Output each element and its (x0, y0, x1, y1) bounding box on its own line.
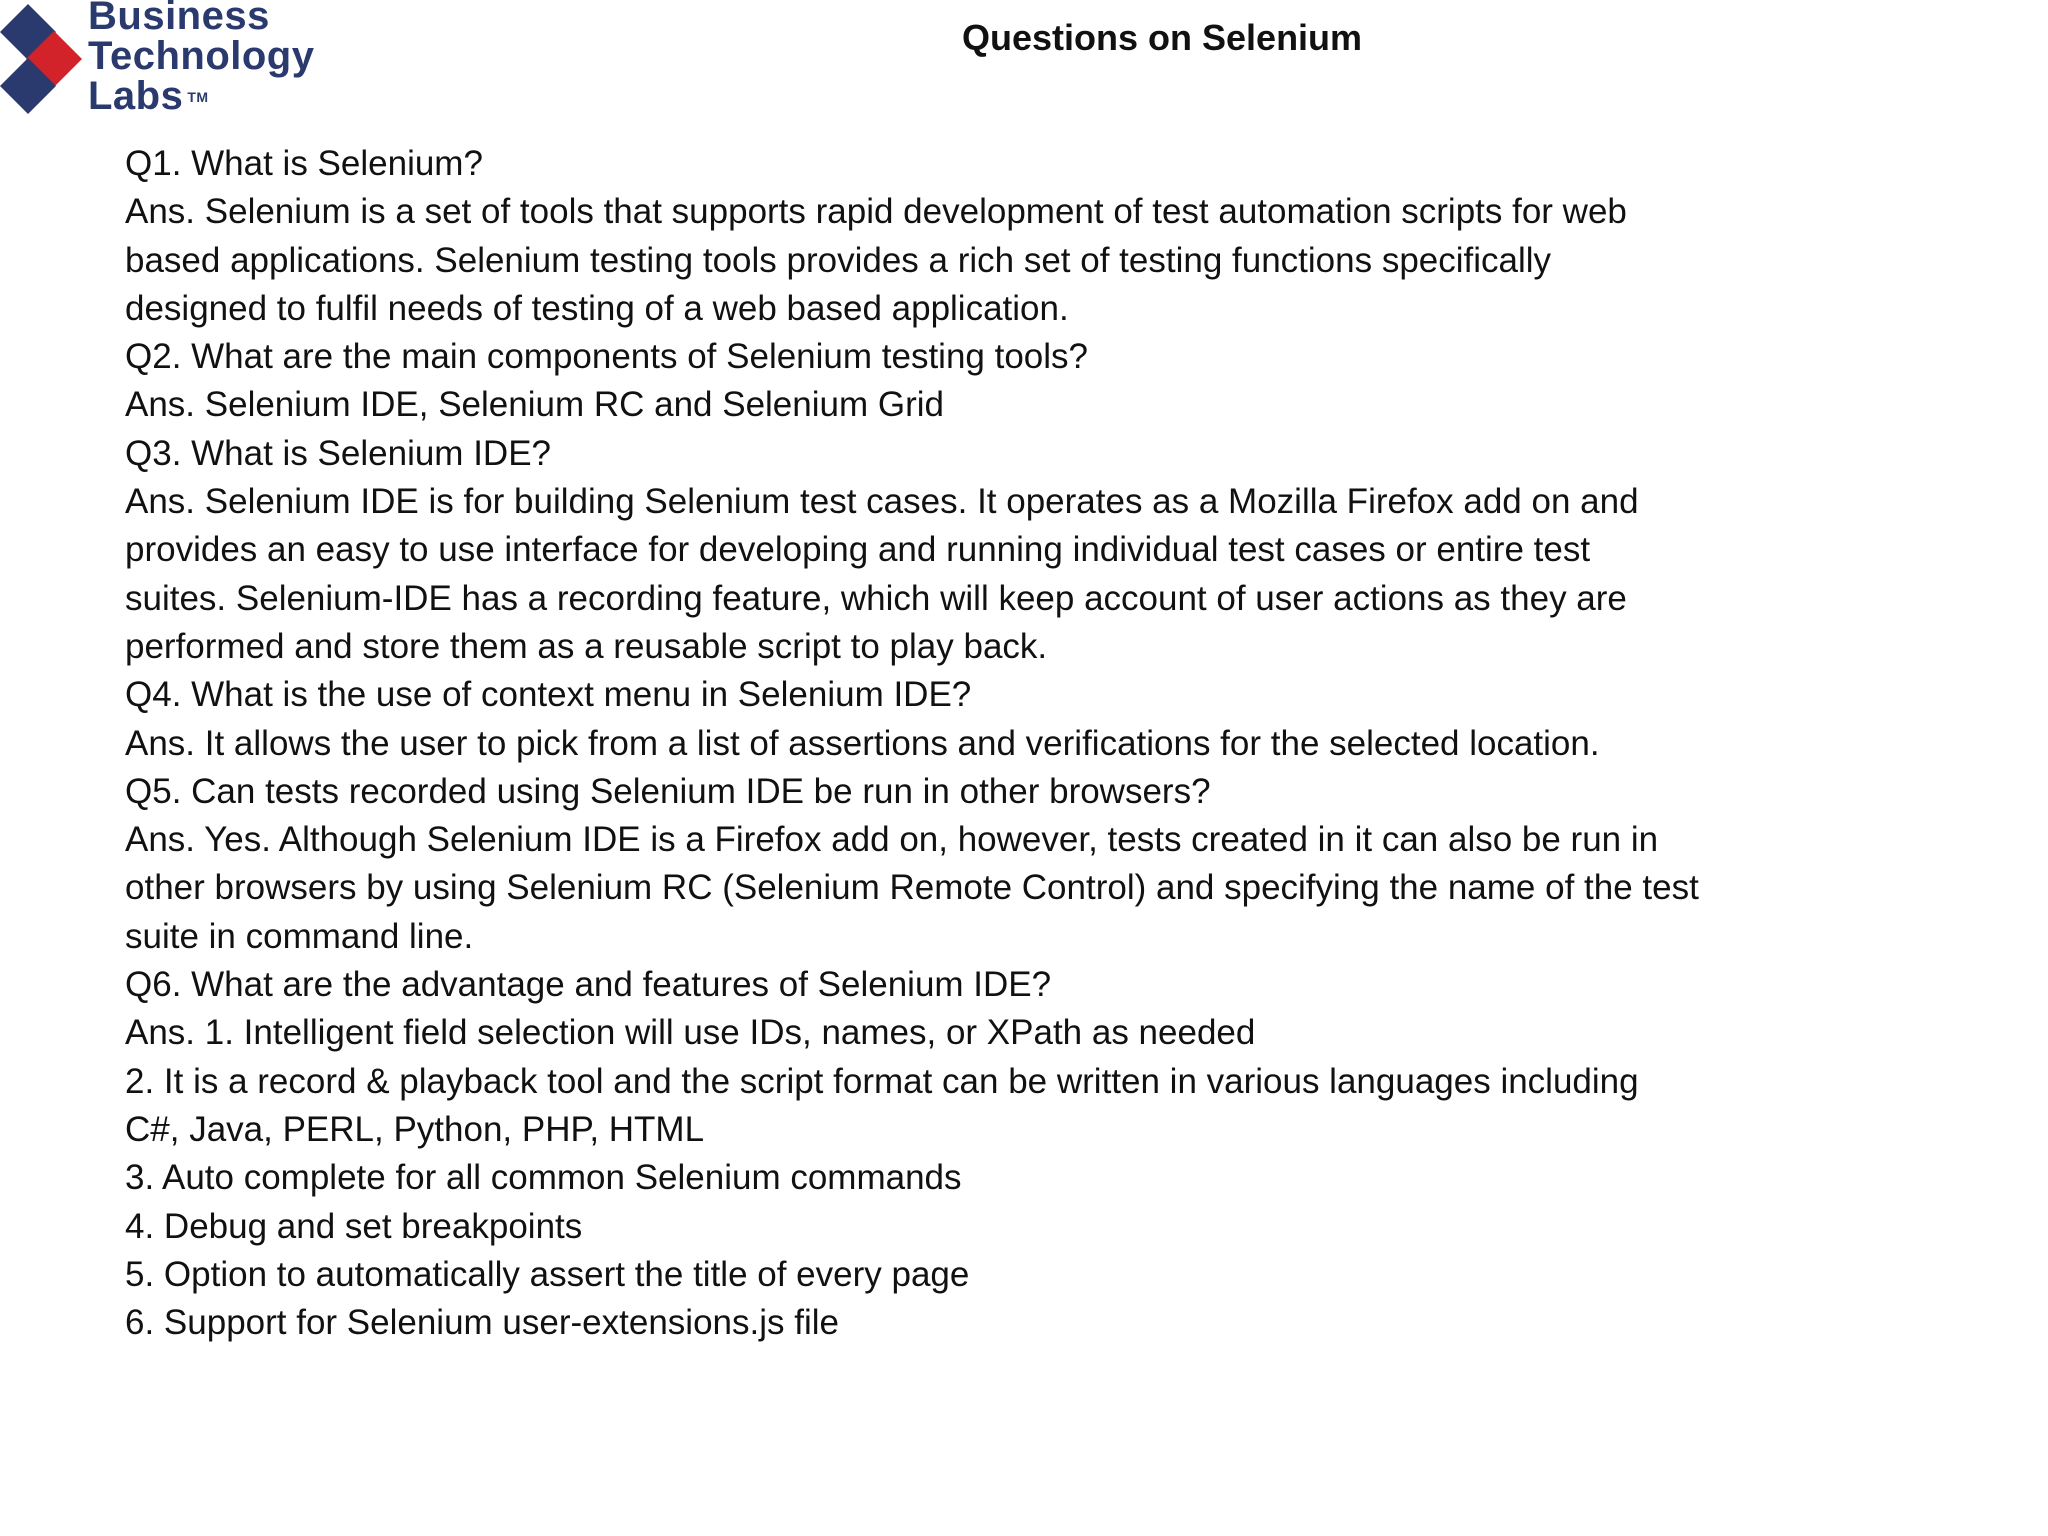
answer-line: based applications. Selenium testing tools provides a rich set of testing functions specifically (125, 240, 1552, 280)
logo-trademark: TM (187, 89, 209, 105)
logo-line-technology: Technology (88, 34, 315, 78)
question-line: Q5. Can tests recorded using Selenium IDE be run in other browsers? (125, 771, 1211, 811)
answer-line: provides an easy to use interface for developing and running individual test cases or entire test (125, 530, 1591, 570)
page-title: Questions on Selenium (962, 17, 1363, 58)
answer-line: Ans. Selenium is a set of tools that supports rapid development of test automation scripts for web (125, 192, 1627, 232)
answer-line: Ans. It allows the user to pick from a list of assertions and verifications for the selected location. (125, 723, 1600, 763)
answer-line: Ans. Selenium IDE is for building Selenium test cases. It operates as a Mozilla Firefox add on and (125, 482, 1639, 522)
logo-line-business: Business (88, 0, 270, 38)
answer-line: designed to fulfil needs of testing of a web based application. (125, 288, 1069, 328)
answer-line: suite in command line. (125, 916, 474, 956)
answer-line: suites. Selenium-IDE has a recording feature, which will keep account of user actions as they are (125, 578, 1627, 618)
answer-line: performed and store them as a reusable script to play back. (125, 626, 1048, 666)
answer-line: C#, Java, PERL, Python, PHP, HTML (125, 1109, 705, 1149)
qa-content (125, 140, 1965, 1347)
question-line: Q6. What are the advantage and features of Selenium IDE? (125, 965, 1052, 1005)
answer-line: 6. Support for Selenium user-extensions.js file (125, 1303, 839, 1343)
answer-line: Ans. 1. Intelligent field selection will use IDs, names, or XPath as needed (125, 1013, 1256, 1053)
logo-line-labs (88, 76, 314, 116)
answer-line: other browsers by using Selenium RC (Selenium Remote Control) and specifying the name of the test (125, 868, 1699, 908)
answer-line: 2. It is a record & playback tool and the script format can be written in various languages including (125, 1061, 1639, 1101)
answer-line: Ans. Selenium IDE, Selenium RC and Selenium Grid (125, 385, 944, 425)
answer-line: Ans. Yes. Although Selenium IDE is a Firefox add on, however, tests created in it can also be run in (125, 820, 1659, 860)
answer-line: 4. Debug and set breakpoints (125, 1206, 583, 1246)
question-line: Q2. What are the main components of Selenium testing tools? (125, 337, 1089, 377)
company-logo (0, 0, 345, 120)
answer-line: 5. Option to automatically assert the title of every page (125, 1254, 970, 1294)
logo-labs-text: Labs (88, 74, 184, 118)
question-line: Q4. What is the use of context menu in Selenium IDE? (125, 675, 972, 715)
question-line: Q3. What is Selenium IDE? (125, 433, 551, 473)
question-line: Q1. What is Selenium? (125, 144, 483, 183)
answer-line: 3. Auto complete for all common Selenium commands (125, 1158, 962, 1198)
logo-diamond-icon (0, 4, 86, 120)
logo-wordmark (88, 0, 314, 116)
